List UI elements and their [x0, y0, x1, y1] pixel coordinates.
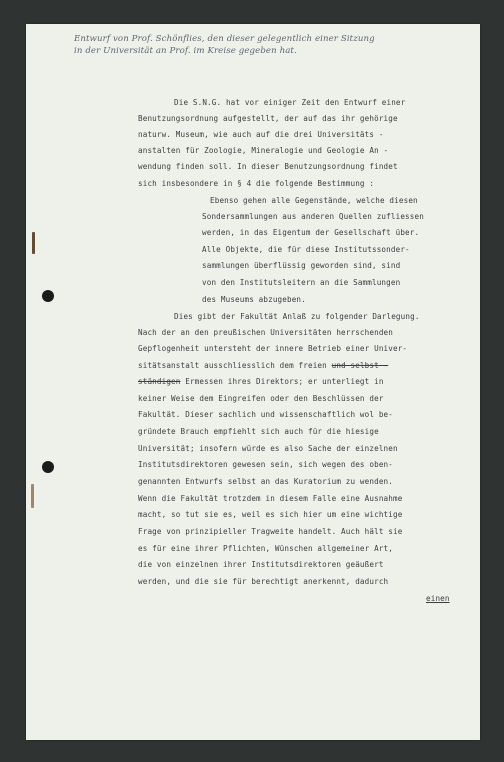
- punch-hole: [42, 461, 54, 473]
- quote-line: Ebenso gehen alle Gegenstände, welche diesen: [210, 196, 418, 205]
- text-line: sich insbesondere in § 4 die folgende Bestimmung :: [138, 179, 375, 188]
- catchword: einen: [426, 594, 450, 603]
- text-line: genannten Entwurfs selbst an das Kuratorium zu wenden.: [138, 477, 393, 486]
- text-line: anstalten für Zoologie, Mineralogie und Geologie An -: [138, 146, 389, 155]
- text-line: Frage von prinzipieller Tragweite handelt. Auch hält sie: [138, 527, 403, 536]
- text-line: gründete Brauch empfiehlt sich auch für die hiesige: [138, 427, 379, 436]
- punch-hole: [42, 290, 54, 302]
- text-segment: sitätsanstalt ausschliesslich dem freien: [138, 361, 332, 370]
- text-line: die von einzelnen ihrer Institutsdirektoren geäußert: [138, 560, 384, 569]
- text-line: wendung finden soll. In dieser Benutzungsordnung findet: [138, 162, 398, 171]
- text-line: [138, 361, 388, 370]
- text-line: Fakultät. Dieser sachlich und wissenschaftlich wol be-: [138, 410, 393, 419]
- quote-line: Sondersammlungen aus anderen Quellen zufliessen: [202, 212, 424, 221]
- text-line: es für eine ihrer Pflichten, Wünschen allgemeiner Art,: [138, 544, 393, 553]
- quote-line: des Museums abzugeben.: [202, 295, 306, 304]
- text-line: Nach der an den preußischen Universitäten herrschenden: [138, 328, 393, 337]
- rust-mark: [31, 484, 34, 508]
- quote-line: von den Institutsleitern an die Sammlungen: [202, 278, 401, 287]
- struck-text: ständigen: [138, 377, 181, 386]
- quote-line: werden, in das Eigentum der Gesellschaft über.: [202, 228, 420, 237]
- text-line: Benutzungsordnung aufgestellt, der auf das ihr gehörige: [138, 114, 398, 123]
- text-segment: Ermessen ihres Direktors; er unterliegt in: [180, 377, 384, 386]
- text-line: Wenn die Fakultät trotzdem in diesem Falle eine Ausnahme: [138, 494, 403, 503]
- document-page: [26, 24, 480, 740]
- text-line: werden, und die sie für berechtigt anerkennt, dadurch: [138, 577, 389, 586]
- rust-mark: [32, 232, 35, 254]
- quote-line: Alle Objekte, die für diese Institutssonder-: [202, 245, 410, 254]
- text-line: Gepflogenheit untersteht der innere Betrieb einer Univer-: [138, 344, 408, 353]
- text-line: keiner Weise dem Eingreifen oder den Beschlüssen der: [138, 394, 384, 403]
- text-line: Dies gibt der Fakultät Anlaß zu folgender Darlegung.: [174, 312, 420, 321]
- text-line: Die S.N.G. hat vor einiger Zeit den Entwurf einer: [174, 98, 406, 107]
- text-line: macht, so tut sie es, weil es sich hier um eine wichtige: [138, 510, 403, 519]
- text-line: Institutsdirektoren gewesen sein, sich wegen des oben-: [138, 460, 393, 469]
- text-line: Universität; insofern würde es also Sache der einzelnen: [138, 444, 398, 453]
- text-line: naturw. Museum, wie auch auf die drei Universitäts -: [138, 130, 384, 139]
- handwritten-note-line-2: in der Universität an Prof. im Kreise gegeben hat.: [74, 46, 297, 56]
- text-line: [138, 377, 384, 386]
- handwritten-note-line-1: Entwurf von Prof. Schönflies, den dieser gelegentlich einer Sitzung: [74, 34, 375, 44]
- quote-line: sammlungen überflüssig geworden sind, sind: [202, 261, 401, 270]
- struck-text: und selbst -: [331, 361, 389, 370]
